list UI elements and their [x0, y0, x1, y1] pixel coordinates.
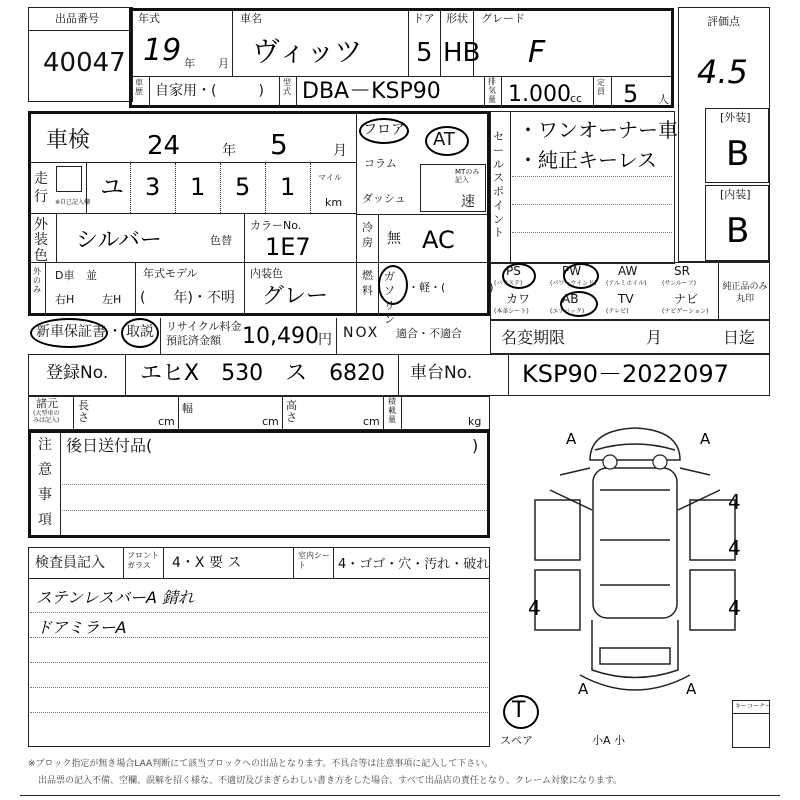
displacement-unit: cc — [570, 92, 583, 105]
score-value: 4.5 — [697, 53, 748, 91]
option-sub-1: (パワーウインド) — [550, 280, 597, 287]
fuel-gas: ガソリン — [384, 270, 395, 326]
grade-value: F — [528, 35, 546, 70]
seat-label: 室内シート — [298, 551, 330, 571]
chassis-value: KSP90－2022097 — [522, 360, 729, 388]
fuel-options: ・軽・( ) — [408, 281, 494, 294]
history-value: 自家用・( ) — [155, 83, 264, 99]
notes-label-char: 項 — [38, 512, 52, 528]
small-label: 小A 小 — [592, 734, 626, 747]
inspector-note-2: ドアミラーA — [36, 618, 127, 637]
width-label: 幅 — [182, 402, 193, 415]
option-3: SR — [674, 264, 690, 278]
car-damage-diagram — [500, 420, 770, 723]
sales-point-2: ・純正キーレス — [518, 148, 657, 172]
score-label: 評価点 — [707, 15, 740, 28]
footer-line-1: ※ブロック指定が無き場合LAA判断にて該当ブロックへの出品となります。不具合等は注意事項に記入して下さい。 — [28, 759, 494, 769]
nox-value: 適合・不適合 — [396, 327, 462, 340]
d-car: D車 — [55, 269, 75, 282]
door-label: ドア — [413, 12, 435, 25]
rename-month: 月 — [646, 328, 663, 347]
mt-box — [420, 164, 486, 212]
exterior-label: [外装] — [720, 111, 751, 124]
dims-label: 諸元 — [36, 397, 58, 410]
mileage-digit-value: 5 — [235, 173, 251, 201]
seat-value: 4・ゴゴ・穴・汚れ・破れ — [338, 557, 490, 572]
option-sub-4: (本革シート) — [494, 308, 529, 315]
dash-label: ダッシュ — [362, 192, 406, 205]
column-label: コラム — [364, 157, 397, 170]
ac-label: 冷房 — [362, 221, 373, 250]
notes-close: ) — [472, 436, 479, 455]
trans-value: AT — [433, 129, 455, 150]
left-handle: 左H — [102, 293, 122, 306]
ps-circle — [502, 263, 536, 289]
mileage-digit-value: ユ — [100, 173, 124, 201]
mt-speed-label: 速 — [461, 194, 475, 210]
mileage-box-0 — [56, 166, 82, 192]
spare-label: スペア — [500, 734, 533, 747]
history-label: 車歴 — [135, 78, 143, 96]
nami: 並 — [86, 269, 97, 282]
color-value: シルバー — [76, 228, 162, 253]
load-label: 積載量 — [388, 397, 396, 424]
trim-color-value: グレー — [262, 284, 329, 309]
model-value: DBA－KSP90 — [302, 79, 441, 104]
option-6: TV — [618, 292, 634, 306]
option-4: カワ — [506, 292, 531, 306]
model-label: 型式 — [283, 78, 291, 96]
mileage-unit-km: km — [325, 196, 343, 209]
diagram-mark-3: 4 — [728, 536, 741, 560]
option-sub-6: (テレビ) — [606, 308, 629, 315]
shaken-year-unit: 年 — [222, 143, 236, 159]
nox-label: NOX — [343, 325, 380, 341]
rename-label: 名変期限 — [501, 328, 566, 347]
option-7: ナビ — [674, 292, 699, 306]
mt-label: MTのみ記入 — [455, 168, 480, 185]
kg: kg — [468, 415, 482, 428]
cm-3: cm — [363, 415, 380, 428]
mileage-digit-1 — [86, 163, 131, 213]
lot-number: 40047 — [43, 48, 126, 78]
interior-grade: B — [726, 211, 750, 251]
interior-grade-box — [705, 185, 769, 261]
notes-label-char: 事 — [38, 487, 52, 503]
capacity-value: 5 — [623, 80, 639, 108]
diagram-mark-6: A — [578, 680, 589, 698]
option-1: PW — [562, 264, 582, 278]
genuine-label: 純正品のみ丸印 — [722, 282, 768, 304]
year-model-value: ( 年)・不明 — [140, 290, 235, 306]
mileage-digit-value: 1 — [280, 173, 296, 201]
option-sub-7: (ナビゲーション) — [662, 308, 709, 315]
option-sub-0: (パワステ) — [494, 280, 523, 287]
notes-label-char: 注 — [38, 437, 52, 453]
ac-value: AC — [422, 226, 455, 254]
fuel-label: 燃料 — [362, 269, 373, 298]
month-unit: 月 — [218, 57, 229, 70]
year-unit: 年 — [184, 57, 195, 70]
mileage-digit-4 — [221, 163, 266, 213]
shape-value: HB — [443, 38, 481, 68]
mileage-digit-2 — [131, 163, 176, 213]
exterior-grade: B — [726, 134, 750, 174]
cm-1: cm — [158, 415, 175, 428]
color-label: 外装色 — [34, 217, 48, 264]
corner-label: キーコーナー — [735, 703, 772, 710]
manual-label: 取説 — [126, 324, 154, 340]
corner-box — [732, 700, 770, 748]
lot-label: 出品番号 — [55, 12, 99, 25]
color-no-label: カラーNo. — [250, 219, 302, 232]
diagram-mark-7: A — [686, 680, 697, 698]
rename-day: 日迄 — [723, 328, 756, 347]
inspector-note-1: ステンレスバーA 錆れ — [36, 588, 195, 607]
floor-label: フロア — [363, 122, 405, 138]
mileage-digit-value: 3 — [145, 173, 161, 201]
car-name-value: ヴィッツ — [252, 35, 363, 68]
right-handle: 右H — [55, 293, 75, 306]
diagram-mark-2: 4 — [728, 490, 741, 514]
mileage-note: ※自己記入欄 — [55, 199, 91, 206]
chassis-label: 車台No. — [410, 363, 473, 383]
diagram-mark-4: 4 — [528, 596, 541, 620]
warranty-label: 新車保証書 — [36, 324, 106, 340]
reg-label: 登録No. — [46, 363, 109, 383]
capacity-unit: 人 — [658, 93, 669, 106]
shaken-month: 5 — [270, 128, 288, 161]
reg-value: エヒX 530 ス 6820 — [140, 361, 386, 386]
spare-value: T — [512, 698, 526, 723]
notes-label-char: 意 — [38, 462, 52, 478]
option-0: PS — [506, 264, 521, 278]
displacement-value: 1.000 — [508, 82, 571, 107]
shape-label: 形状 — [446, 12, 468, 25]
car-name-label: 車名 — [240, 12, 262, 25]
mileage-unit-mile: マイル — [318, 173, 342, 182]
option-sub-2: (アルミホイル) — [606, 280, 647, 287]
footer-line-2: 出品票の記入不備、空欄、誤解を招く様な、不適切及びまぎらわしい書き方をした場合、すべて出品店の責任となり、クレーム対象になります。 — [38, 776, 623, 786]
exterior-only-label: 外のみ — [33, 267, 41, 295]
diagram-mark-5: 4 — [728, 596, 741, 620]
year-model-label: 年式モデル — [143, 267, 198, 280]
sales-point-1: ・ワンオーナー車 — [518, 118, 678, 142]
lot-box — [28, 7, 133, 102]
option-5: AB — [562, 292, 579, 306]
shaken-year: 24 — [147, 131, 181, 161]
mileage-digit-value: 1 — [190, 173, 206, 201]
cm-2: cm — [262, 415, 279, 428]
year-value: 19 — [143, 33, 182, 68]
shaken-month-unit: 月 — [333, 143, 347, 159]
pw-circle — [563, 263, 599, 289]
diagram-mark-1: A — [700, 430, 711, 448]
mileage-digit-3 — [176, 163, 221, 213]
shaken-label: 車検 — [46, 128, 91, 153]
mileage-label: 走行 — [34, 171, 48, 206]
option-sub-5: (エアバック) — [550, 308, 585, 315]
ac-none: 無 — [387, 231, 401, 247]
rename-box — [490, 320, 770, 354]
displacement-label: 排気量 — [488, 77, 496, 104]
dims-box — [28, 396, 490, 430]
capacity-label: 定員 — [597, 78, 605, 96]
height-label: 高さ — [286, 399, 297, 425]
score-box — [678, 7, 770, 262]
option-sub-3: (サンルーフ) — [662, 280, 696, 287]
recycle-value: 10,490 — [242, 324, 319, 349]
grade-label: グレード — [481, 12, 525, 25]
exterior-grade-box — [705, 108, 769, 183]
front-glass-label: フロントガラス — [127, 551, 159, 571]
color-change: 色替 — [210, 234, 232, 247]
recycle-label: リサイクル料金預託済金額 — [166, 320, 242, 348]
front-glass-value: 4・X 要 ス — [172, 555, 242, 571]
diagram-mark-0: A — [566, 430, 577, 448]
interior-label: [内装] — [720, 188, 751, 201]
ab-circle — [560, 291, 598, 317]
notes-value: 後日送付品( — [66, 436, 153, 455]
warranty-sep: ・ — [108, 324, 122, 340]
option-2: AW — [618, 264, 638, 278]
inspector-label: 検査員記入 — [35, 555, 105, 571]
trim-color-label: 内装色 — [250, 267, 283, 280]
door-value: 5 — [416, 38, 433, 68]
year-label: 年式 — [138, 12, 160, 25]
recycle-unit: 円 — [318, 332, 332, 348]
color-no-value: 1E7 — [265, 233, 311, 261]
mileage-digit-5 — [266, 163, 311, 213]
inspector-box — [28, 547, 490, 747]
dims-sub: (大型車のみは記入) — [33, 410, 60, 424]
length-label: 長さ — [78, 399, 89, 425]
sales-point-label: セールスポイント — [493, 130, 504, 240]
